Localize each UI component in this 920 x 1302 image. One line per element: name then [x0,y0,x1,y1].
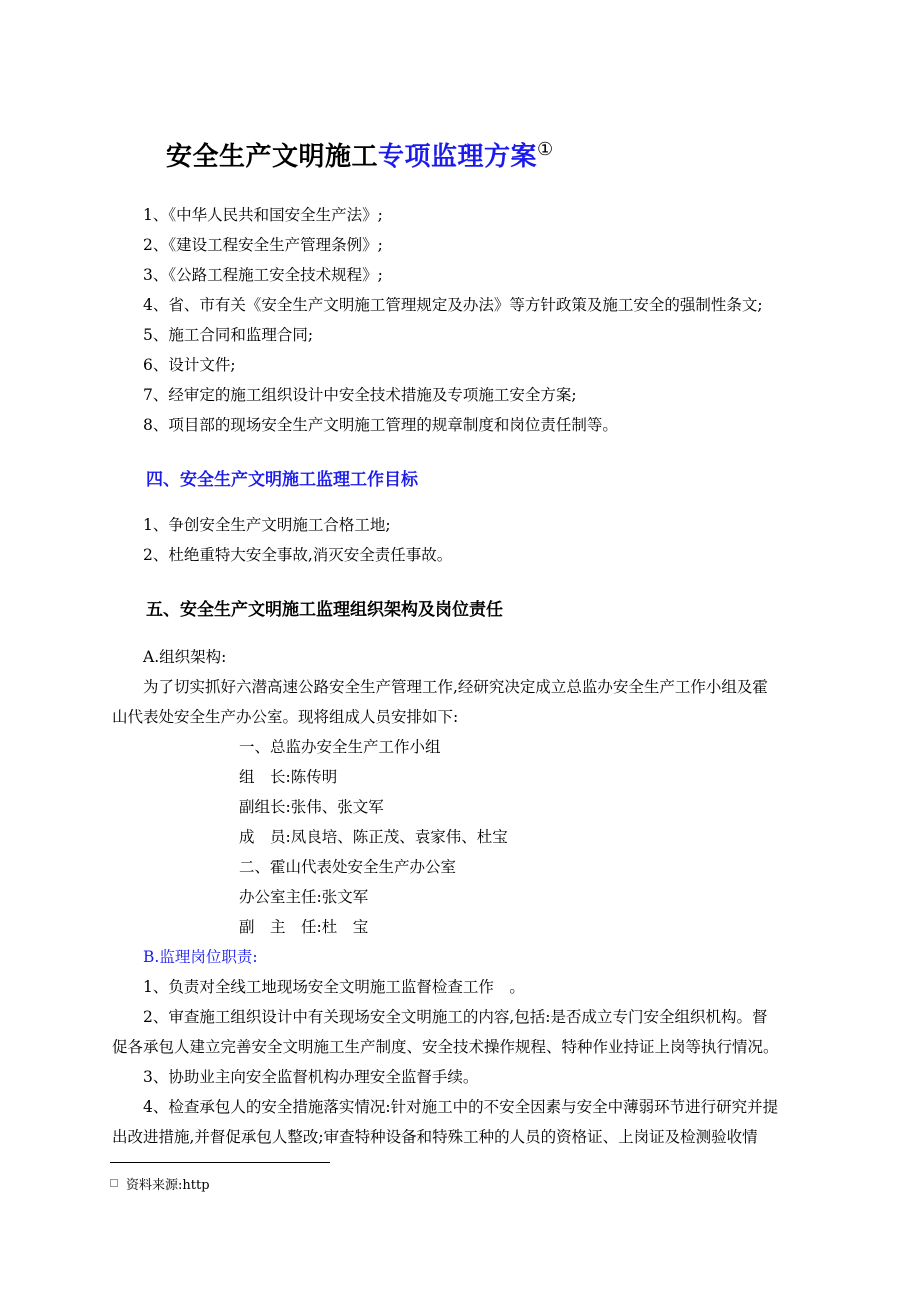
footnote-marker-icon [110,1179,118,1187]
basis-item: 1、《中华人民共和国安全生产法》; [143,206,383,224]
title-black-part: 安全生产文明施工 [166,142,379,172]
roster-line: 一、总监办安全生产工作小组 [239,738,441,756]
basis-item: 8、项目部的现场安全生产文明施工管理的规章制度和岗位责任制等。 [143,416,618,434]
basis-item: 2、《建设工程安全生产管理条例》; [143,236,383,254]
intro-paragraph: 为了切实抓好六潜高速公路安全生产管理工作,经研究决定成立总监办安全生产工作小组及霍 [143,678,768,696]
roster-line: 成 员:凤良培、陈正茂、袁家伟、杜宝 [239,828,508,846]
roster-line: 副组长:张伟、张文军 [239,798,384,816]
roster-line: 办公室主任:张文军 [239,888,369,906]
roster-line: 二、霍山代表处安全生产办公室 [239,858,457,876]
footnote-reference: ① [537,139,554,160]
org-label: A.组织架构: [143,648,227,666]
basis-item: 4、省、市有关《安全生产文明施工管理规定及办法》等方针政策及施工安全的强制性条文; [143,296,763,314]
goal-item: 1、争创安全生产文明施工合格工地; [143,516,391,534]
basis-item: 6、设计文件; [143,356,236,374]
footnote-divider [110,1162,330,1163]
duties-label: B.监理岗位职责: [143,948,258,966]
roster-line: 组 长:陈传明 [239,768,338,786]
duty-item: 1、负责对全线工地现场安全文明施工监督检查工作 。 [143,978,525,996]
duty-item: 出改进措施,并督促承包人整改;审查特种设备和特殊工种的人员的资格证、上岗证及检测验收情 [112,1128,758,1146]
duty-item: 2、审查施工组织设计中有关现场安全文明施工的内容,包括:是否成立专门安全组织机构。督 [143,1008,768,1026]
title-blue-part: 专项监理方案 [378,142,538,172]
intro-paragraph: 山代表处安全生产办公室。现将组成人员安排如下: [112,708,459,726]
section4-heading: 四、安全生产文明施工监理工作目标 [146,470,418,490]
duty-item: 3、协助业主向安全监督机构办理安全监督手续。 [143,1068,479,1086]
goal-item: 2、杜绝重特大安全事故,消灭安全责任事故。 [143,546,453,564]
basis-item: 5、施工合同和监理合同; [143,326,314,344]
footnote-text: 资料来源:http [126,1178,210,1193]
roster-line: 副 主 任:杜 宝 [239,918,369,936]
duty-item: 促各承包人建立完善安全文明施工生产制度、安全技术操作规程、特种作业持证上岗等执行情况。 [112,1038,779,1056]
page-title [166,136,554,173]
basis-item: 7、经审定的施工组织设计中安全技术措施及专项施工安全方案; [143,386,577,404]
footnote [110,1174,210,1193]
basis-item: 3、《公路工程施工安全技术规程》; [143,266,383,284]
section5-heading: 五、安全生产文明施工监理组织架构及岗位责任 [146,600,503,620]
duty-item: 4、检查承包人的安全措施落实情况:针对施工中的不安全因素与安全中薄弱环节进行研究并提 [143,1098,779,1116]
